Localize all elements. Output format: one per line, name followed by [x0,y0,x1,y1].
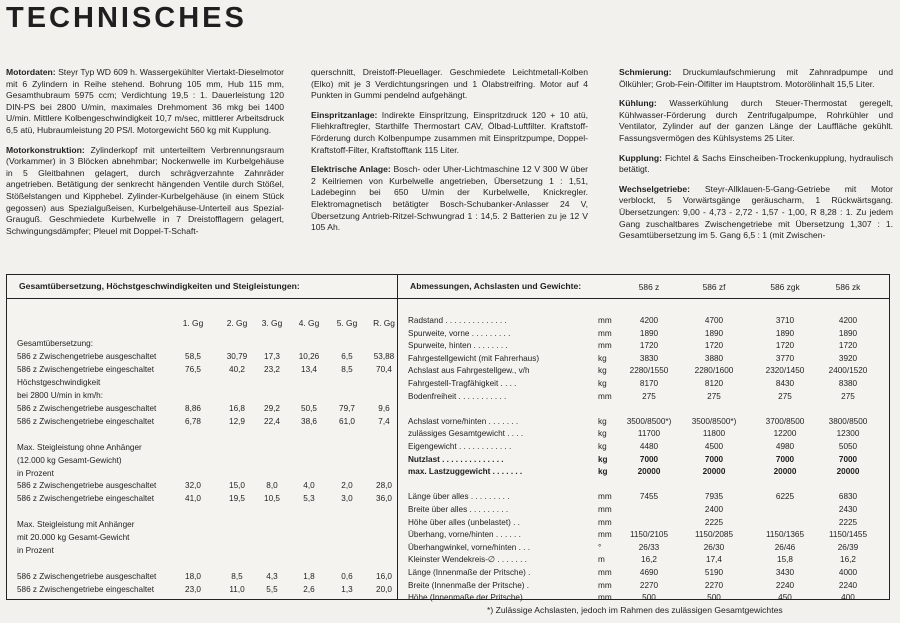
cell-value: 400 [841,593,855,603]
cell-value: 3920 [838,353,858,363]
row-label: Fahrgestellgewicht (mit Fahrerhaus) [408,353,540,363]
gear-performance-table [6,274,398,600]
cell-value: 20000 [702,467,726,477]
row-label: Max. Steigleistung ohne Anhänger [17,442,142,452]
cell-value: 16,8 [229,403,245,413]
column-header: 1. Gg [182,318,204,328]
cell-value: 7000 [704,454,724,464]
cell-value: 7000 [775,454,795,464]
table-row [398,592,889,603]
row-label: in Prozent [17,546,54,556]
cell-value: 4980 [775,442,795,451]
cell-value: 7,4 [378,416,390,426]
cell-value: 8,86 [185,403,201,413]
cell-value: 23,2 [264,364,280,374]
table-row [398,328,889,339]
cell-value: 2320/1450 [765,366,805,376]
cell-value: 15,8 [777,555,793,565]
row-label: Radstand . . . . . . . . . . . . . . [408,316,507,325]
cell-value: 1150/2105 [629,530,669,540]
cell-value: 275 [778,391,792,401]
row-unit: kg [598,429,607,439]
cell-value: 3880 [704,353,724,363]
column-header: 5. Gg [336,318,358,328]
table-row [398,554,889,565]
cell-value: 4,0 [303,481,315,491]
footnote: *) Zulässige Achslasten, jedoch im Rahmen des zulässigen Gesamtgewichtes [487,605,783,615]
row-unit: mm [598,580,612,590]
cell-value: 17,4 [706,555,722,565]
cell-value: 1,8 [303,572,315,582]
table-row [398,441,889,452]
row-label: 586 z Zwischengetriebe ausgeschaltet [17,403,157,413]
table-row [7,442,397,453]
table-row [7,532,397,543]
cell-value: 16,0 [376,572,392,582]
row-label: zulässiges Gesamtgewicht . . . . [408,429,524,439]
cell-value: 16,2 [641,555,657,565]
cell-value: 2280/1600 [694,366,734,376]
table-row [7,377,397,388]
cell-value: 38,6 [301,416,317,426]
row-label: bei 2800 U/min in km/h: [17,390,104,400]
row-unit: mm [598,492,612,502]
row-label: Überhang, vorne/hinten . . . . . . [408,530,521,540]
paragraph-kuehlung [619,98,893,144]
cell-value: 275 [642,391,656,401]
table-row [7,571,397,582]
cell-value: 500 [707,593,721,603]
row-unit: kg [598,467,608,477]
cell-value: 12200 [773,429,797,439]
paragraph-motordaten [6,67,284,137]
table-row [398,517,889,528]
row-label: Nutzlast . . . . . . . . . . . . . . [408,454,504,464]
cell-value: 20000 [637,467,661,477]
table-row [7,351,397,362]
cell-value: 4200 [639,316,659,325]
paragraph-label: Kühlung: [619,98,657,109]
cell-value: 26/39 [837,542,859,552]
cell-value: 11700 [637,429,661,439]
cell-value: 2430 [838,505,858,514]
table-row [398,391,889,402]
cell-value: 40,2 [229,364,245,374]
paragraph-text: Wasserkühlung durch Steuer-Thermostat geregelt, Kühlwasser-Förderung durch Zentrifugalpumpe, Rohrkühler und Ventilator, Zylinder auf der ganzen Länge der Lauffläche gekühlt. Fassungsvermögen des Kühlsystems 25 Liter. [619,98,893,143]
row-label: Achslast aus Fahrgestellgew., v/h [408,366,530,376]
row-unit: mm [598,341,612,351]
row-label: (12.000 kg Gesamt-Gewicht) [17,455,122,465]
cell-value: 3710 [775,316,795,325]
cell-value: 500 [642,593,656,603]
text-column-3 [619,67,893,250]
table-row [7,584,397,595]
cell-value: 4700 [704,316,724,325]
cell-value: 8170 [639,379,659,388]
table-row [7,390,397,401]
row-label: Länge über alles . . . . . . . . . [408,492,510,502]
cell-value: 2225 [704,517,724,527]
cell-value: 1890 [775,328,795,338]
cell-value: 3430 [775,568,795,577]
cell-value: 450 [778,593,792,603]
cell-value: 7455 [639,492,659,502]
table-title: Abmessungen, Achslasten und Gewichte: [410,281,582,291]
cell-value: 17,3 [264,351,280,361]
cell-value: 5190 [704,568,724,577]
cell-value: 10,5 [264,494,280,504]
row-label: Höhe (Innenmaße der Pritsche) . [408,593,528,603]
paragraph-text: Fichtel & Sachs Einscheiben-Trockenkupplung, hydraulisch betätigt. [619,152,894,175]
row-label: 586 z Zwischengetriebe ausgeschaltet [17,572,157,582]
cell-value: 2400 [704,505,724,514]
cell-value: 1890 [639,328,659,338]
row-unit: mm [598,568,612,577]
cell-value: 41,0 [185,494,201,504]
row-label: Spurweite, vorne . . . . . . . . . [408,328,511,338]
paragraph-text: querschnitt, Dreistoff-Pleuellager. Geschmiedete Leichtmetall-Kolben (Elko) mit je 3 Verdichtungsringen und 1 Ölabstreifring. Motor auf 4 Punkten in Gummi pendelnd aufgehängt. [311,67,588,101]
row-label: 586 z Zwischengetriebe eingeschaltet [17,494,154,504]
cell-value: 1720 [838,341,858,351]
cell-value: 4,3 [266,572,278,582]
paragraph-text: Zylinderkopf mit unterteiltem Verbrennungsraum (Vorkammer) in 3 Blöcken abnehmbar; Nockenwelle im Kurbelgehäuse in 5 Gleitbahnen gelagert, durch schrägverzahnte Zahnräder angetrieben. Betätigung der senkrecht hängenden Ventile durch Stößel, Stößelstangen und Kipphebel. Zylinder-Kurbelgehäuse (in einem Stück gegossen) aus Spezialgußeisen, Kurbelgehäuse-Unterteil aus Spezial-Grauguß. Geschmiedete Kurbelwelle in 7 Dreistofflagern gelagert, Schwingungsdämpfer; Pleuel mit Doppel-T-Schaft- [6,144,285,236]
row-label: Max. Steigleistung mit Anhänger [17,520,135,530]
paragraph-text: Indirekte Einspritzung, Einspritzdruck 120 + 10 atü, Fliehkraftregler, Starthilfe Thermostart CAV, Ölbad-Luftfilter. Kraftstoff-Förderung durch Kolbenpumpe zusammen mit Einspritzpumpe, Doppel-Kraftstoff-Filter, Kraftstofftank 115 Liter. [311,109,589,155]
row-label: Überhangwinkel, vorne/hinten . . . [408,542,530,552]
cell-value: 7000 [838,454,858,464]
cell-value: 32,0 [185,481,201,491]
cell-value: 6830 [838,492,858,502]
table-row [398,580,889,591]
table-row [7,519,397,530]
paragraph-label: Motordaten: [6,67,56,77]
cell-value: 1890 [838,328,858,338]
cell-value: 275 [841,391,855,401]
row-label: 586 z Zwischengetriebe eingeschaltet [17,585,154,595]
table-row [7,468,397,479]
cell-value: 36,0 [376,494,392,504]
cell-value: 4690 [639,568,659,577]
cell-value: 4200 [838,316,858,325]
cell-value: 8,0 [266,481,278,491]
row-unit: mm [598,316,612,325]
cell-value: 2270 [639,580,659,590]
row-unit: ° [598,542,602,552]
cell-value: 58,5 [185,351,201,361]
table-row [398,403,889,414]
cell-value: 8,5 [231,572,243,582]
table-row [7,416,397,427]
row-unit: m [598,555,605,565]
row-label: Breite (Innenmaße der Pritsche) . [408,580,530,590]
cell-value: 79,7 [339,403,355,413]
row-unit: kg [598,366,607,376]
cell-value: 22,4 [264,416,280,426]
cell-value: 1720 [704,341,724,351]
cell-value: 11,0 [229,585,245,595]
column-header: 3. Gg [261,318,283,328]
row-unit: mm [598,530,612,540]
cell-value: 2,0 [341,481,353,491]
table-row [398,567,889,578]
row-label: Fahrgestell-Tragfähigkeit . . . . [408,379,517,388]
cell-value: 3770 [775,353,795,363]
cell-value: 5,3 [303,494,315,504]
table-row [7,364,397,375]
paragraph-text: Steyr-Allklauen-5-Gang-Getriebe mit Motor verblockt, 5 Vorwärtsgänge geräuscharm, 1 Rückwärtsgang. Übersetzungen: 9,00 - 4,73 - 2,72 - 1,57 - 1,00, R 8,28 : 1. Zu jedem Gang zuschaltbares Zwischengetriebe mit Übersetzung 1,307 : 1. Gesamtübersetzung im 5. Gang 6,5 : 1 (mit Zwischen- [619,183,894,241]
table-row [398,466,889,477]
row-unit: kg [598,379,607,388]
row-label: Eigengewicht . . . . . . . . . . . . [408,442,512,451]
cell-value: 5,5 [266,585,278,595]
cell-value: 9,6 [378,403,390,413]
table-row [398,416,889,427]
row-unit: kg [598,454,608,464]
table-row [398,353,889,364]
paragraph-text: Druckumlaufschmierung mit Zahnradpumpe und Ölkühler; Grob-Fein-Ölfilter im Hauptstrom. Motorölinhalt 15,5 Liter. [619,67,893,89]
table-row [398,315,889,326]
table-row [7,429,397,440]
table-row [7,455,397,466]
cell-value: 70,4 [376,364,392,374]
cell-value: 4500 [704,442,724,451]
row-label: Höchstgeschwindigkeit [17,377,101,387]
paragraph-schmierung [619,67,893,90]
row-label: mit 20.000 kg Gesamt-Gewicht [17,533,130,543]
row-label: Länge (Innenmaße der Pritsche) . [408,568,531,577]
paragraph-label: Motorkonstruktion: [6,144,85,155]
cell-value: 2,6 [303,585,315,595]
cell-value: 3800/8500 [828,416,868,426]
cell-value: 3500/8500*) [626,416,672,426]
cell-value: 3700/8500 [765,416,805,426]
row-unit: mm [598,593,612,603]
cell-value: 1,3 [341,585,353,595]
dimensions-weights-table [397,274,890,603]
row-label: Höhe über alles (unbelastet) . . [408,517,520,527]
cell-value: 3500/8500*) [691,416,737,426]
cell-value: 2225 [838,517,858,527]
table-row [398,365,889,376]
cell-value: 2270 [704,580,724,590]
table-row [398,529,889,540]
cell-value: 4480 [639,442,659,451]
table-title: Gesamtübersetzung, Höchstgeschwindigkeiten und Steigleistungen: [19,281,300,291]
paragraph-continuation [311,67,588,102]
row-label: in Prozent [17,468,54,478]
paragraph-wechselgetriebe [619,184,893,242]
cell-value: 12,9 [229,416,245,426]
table-row [7,558,397,569]
cell-value: 4000 [838,568,858,577]
row-label: max. Lastzuggewicht . . . . . . . [408,467,523,477]
cell-value: 13,4 [301,364,317,374]
cell-value: 20,0 [376,585,392,595]
table-header [7,275,397,299]
cell-value: 26/46 [774,542,796,552]
cell-value: 11800 [702,429,726,439]
text-column-2 [311,67,588,242]
table-row [398,340,889,351]
cell-value: 15,0 [229,481,245,491]
cell-value: 20000 [773,467,797,477]
cell-value: 1150/2085 [694,530,734,540]
cell-value: 1150/1365 [765,530,805,540]
table-row [398,491,889,502]
cell-value: 6,78 [185,416,201,426]
cell-value: 26/30 [703,542,725,552]
row-label: Breite über alles . . . . . . . . . [408,505,509,514]
paragraph-motorkonstruktion [6,145,284,238]
table-row [398,542,889,553]
cell-value: 53,88 [373,351,395,361]
column-header: 586 zf [702,282,726,292]
row-unit: kg [598,442,607,451]
cell-value: 275 [707,391,721,401]
cell-value: 50,5 [301,403,317,413]
cell-value: 6,5 [341,351,353,361]
row-label: 586 z Zwischengetriebe eingeschaltet [17,416,154,426]
cell-value: 1720 [639,341,659,351]
cell-value: 12300 [836,429,860,439]
table-row [7,506,397,517]
column-header: 586 z [638,282,660,292]
cell-value: 18,0 [185,572,201,582]
row-label: Gesamtübersetzung: [17,339,94,348]
row-label: 586 z Zwischengetriebe ausgeschaltet [17,351,157,361]
paragraph-label: Schmierung: [619,67,672,77]
cell-value: 7935 [704,492,724,502]
cell-value: 0,6 [341,572,353,582]
row-unit: mm [598,391,612,401]
row-label: Kleinster Wendekreis-∅ . . . . . . . [408,555,527,565]
cell-value: 2240 [775,580,795,590]
column-header: R. Gg [373,318,395,328]
cell-value: 3830 [639,353,659,363]
cell-value: 3,0 [341,494,353,504]
row-unit: kg [598,353,607,363]
table-row [398,454,889,465]
cell-value: 28,0 [376,481,392,491]
cell-value: 1150/1455 [828,530,868,540]
paragraph-label: Kupplung: [619,152,662,163]
row-label: 586 z Zwischengetriebe eingeschaltet [17,364,154,374]
table-row [398,479,889,490]
cell-value: 30,79 [226,351,248,361]
table-row [7,493,397,504]
cell-value: 8430 [775,379,795,388]
paragraph-label: Wechselgetriebe: [619,183,691,194]
cell-value: 5050 [838,442,858,451]
paragraph-text: Steyr Typ WD 609 h. Wassergekühlter Viertakt-Dieselmotor mit 6 Zylindern in Reihe stehend. Bohrung 105 mm, Hub 115 mm, Gesamthubraum 5975 ccm; Verdichtung 19,5 : 1. Dauerleistung 120 DIN-PS bei 2800 U/min, maximales Drehmoment 36 mkg bei 1400 U/min. Mittlere Kolbengeschwindigkeit 10,7 m/sec, mittlerer Arbeitsdruck 6,5 atü, Hubraumleistung 20 PS/l. Motorgewicht 560 kg mit Kupplung. [6,67,285,135]
paragraph-elektrische-anlage [311,164,588,234]
cell-value: 16,2 [840,555,856,565]
table-row [398,378,889,389]
row-unit: mm [598,328,612,338]
cell-value: 20000 [836,467,860,477]
cell-value: 7000 [639,454,659,464]
row-unit: mm [598,517,612,527]
paragraph-kupplung [619,153,893,176]
column-header: 586 zgk [770,282,800,292]
cell-value: 29,2 [264,403,280,413]
cell-value: 8120 [704,379,724,388]
cell-value: 2400/1520 [828,366,868,376]
table-row [398,428,889,439]
paragraph-label: Einspritzanlage: [311,109,378,120]
row-label: 586 z Zwischengetriebe ausgeschaltet [17,481,157,491]
table-row [398,504,889,515]
row-label: Bodenfreiheit . . . . . . . . . . . [408,391,507,401]
row-label: Spurweite, hinten . . . . . . . . [408,341,508,351]
cell-value: 26/33 [638,542,660,552]
cell-value: 23,0 [185,585,201,595]
paragraph-einspritzanlage [311,110,588,156]
table-row [7,545,397,556]
cell-value: 1890 [704,328,724,338]
page-title: TECHNISCHES [6,2,247,34]
column-header: 4. Gg [298,318,320,328]
text-column-1 [6,67,284,245]
column-header: 586 zk [835,282,861,292]
cell-value: 61,0 [339,416,355,426]
cell-value: 2240 [838,580,858,590]
cell-value: 8380 [838,379,858,388]
cell-value: 2280/1550 [629,366,669,376]
paragraph-text: Bosch- oder Uher-Lichtmaschine 12 V 300 W über 2 Keilriemen von Kurbelwelle angetrieben, Übersetzung 1 : 1,51, Ladebeginn bei 650 U/min der Kurbelwelle, Knickregler. Elektromagnetisch betätigter Bosch-Schubanker-Anlasser 24 V, Übersetzung Antrieb-Ritzel-Schwungrad 1 : 14,5. 2 Batterien zu je 12 V 105 Ah. [311,164,588,233]
table-row [7,403,397,414]
cell-value: 1720 [775,341,795,351]
column-header: 2. Gg [226,318,248,328]
table-row [7,338,397,349]
cell-value: 76,5 [185,364,201,374]
cell-value: 10,26 [298,351,320,361]
row-unit: kg [598,416,607,426]
row-unit: mm [598,505,612,514]
cell-value: 8,5 [341,364,353,374]
cell-value: 6225 [775,492,795,502]
table-row [7,480,397,491]
cell-value: 19,5 [229,494,245,504]
paragraph-label: Elektrische Anlage: [311,164,391,175]
row-label: Achslast vorne/hinten . . . . . . . [408,416,519,426]
